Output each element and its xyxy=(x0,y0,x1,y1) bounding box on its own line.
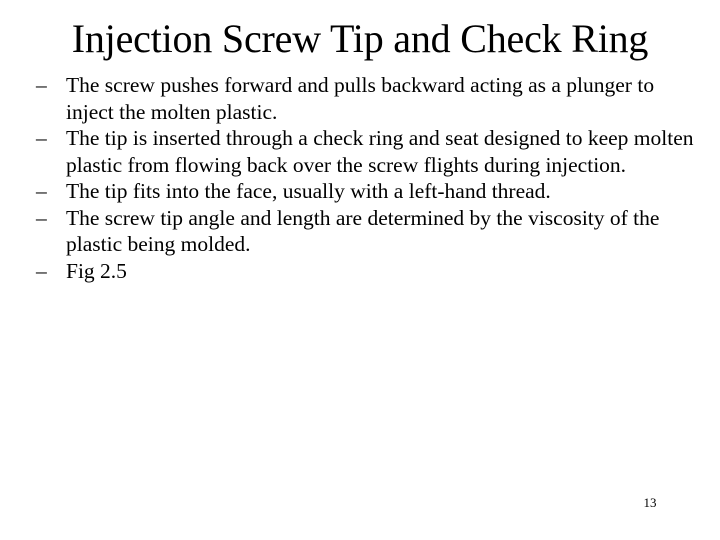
slide-title: Injection Screw Tip and Check Ring xyxy=(71,16,649,61)
bullet-dash-icon: – xyxy=(36,73,47,97)
bullet-item xyxy=(36,178,704,205)
bullet-text: Fig 2.5 xyxy=(66,258,127,283)
bullet-text: The screw tip angle and length are determined by the viscosity of the plastic being molded. xyxy=(66,205,660,256)
bullet-text: The tip fits into the face, usually with a left-hand thread. xyxy=(66,179,551,203)
bullet-text: The screw pushes forward and pulls backward acting as a plunger to inject the molten plastic. xyxy=(66,73,655,124)
bullet-item xyxy=(36,205,704,258)
bullet-dash-icon: – xyxy=(36,179,47,203)
bullet-list xyxy=(36,72,704,284)
bullet-item xyxy=(36,258,704,285)
bullet-item xyxy=(36,125,704,178)
bullet-dash-icon: – xyxy=(36,126,47,150)
bullet-dash-icon: – xyxy=(36,258,47,283)
bullet-item xyxy=(36,72,704,125)
bullet-text: The tip is inserted through a check ring and seat designed to keep molten plastic from flowing back over the screw flights during injection. xyxy=(66,126,694,177)
slide-number: 13 xyxy=(643,495,657,510)
bullet-dash-icon: – xyxy=(36,205,47,230)
